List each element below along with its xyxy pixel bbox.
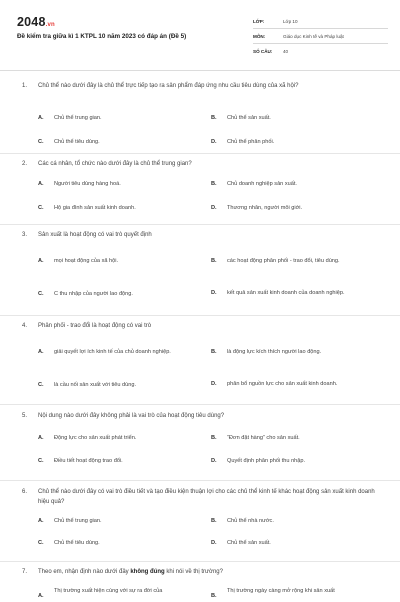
meta-value: Giáo dục Kinh tế và Pháp luật — [283, 33, 344, 39]
option-d[interactable] — [211, 204, 381, 214]
option-text: phân bổ nguồn lực cho sản xuất kinh doanh. — [227, 381, 338, 388]
option-letter: C. — [38, 382, 44, 389]
option-letter: A. — [38, 349, 44, 356]
option-letter: B. — [211, 349, 217, 356]
option-text: Người tiêu dùng hàng hoá. — [54, 181, 121, 187]
exam-title: Đề kiểm tra giữa kì 1 KTPL 10 năm 2023 có đáp án (Đề 5) — [17, 33, 187, 40]
option-a[interactable] — [38, 341, 198, 365]
option-letter: C. — [38, 540, 44, 546]
option-b[interactable] — [211, 114, 381, 124]
option-c[interactable] — [38, 376, 198, 396]
option-text: Chủ thể phân phối. — [227, 139, 275, 145]
option-letter: B. — [211, 593, 217, 599]
option-a[interactable] — [38, 434, 198, 444]
option-letter: C. — [38, 139, 44, 145]
option-letter: A. — [38, 181, 44, 187]
exam-meta-table — [253, 14, 388, 58]
option-c[interactable] — [38, 204, 198, 214]
option-text: Chủ thể sản xuất. — [227, 540, 271, 546]
question-text: Phân phối - trao đổi là hoạt động có vai trò — [38, 323, 152, 329]
divider — [0, 480, 400, 481]
question-text: Nội dung nào dưới đây không phải là vai trò của hoạt động tiêu dùng? — [38, 413, 225, 419]
site-logo[interactable] — [17, 15, 55, 29]
option-d[interactable] — [211, 539, 381, 549]
option-letter: D. — [211, 540, 217, 546]
meta-row-count — [253, 44, 388, 58]
logo-suffix: .vn — [45, 22, 55, 28]
logo-text: 2048 — [17, 15, 46, 29]
question-text-emphasis: không đúng — [130, 569, 165, 575]
option-text: Chủ thể trung gian. — [54, 115, 102, 121]
question-number: 4. — [22, 323, 28, 329]
option-letter: B. — [211, 435, 217, 441]
meta-key: MÔN: — [253, 33, 266, 39]
option-letter: D. — [211, 205, 217, 211]
option-d[interactable] — [211, 373, 371, 397]
option-letter: D. — [211, 458, 217, 464]
option-text: Quyết định phân phối thu nhập. — [227, 458, 306, 464]
question-6 — [0, 486, 400, 561]
question-text-part: khi nói về thị trường? — [164, 569, 223, 575]
option-text: là cầu nối sản xuất với tiêu dùng. — [54, 382, 137, 389]
option-text: kết quả sản xuất kinh doanh của doanh nghiệp. — [227, 290, 345, 297]
option-letter: B. — [211, 518, 217, 524]
divider — [0, 153, 400, 154]
option-text: Chủ thể tiêu dùng. — [54, 540, 100, 546]
option-b[interactable] — [211, 587, 381, 602]
option-a[interactable] — [38, 180, 198, 190]
meta-value: 40 — [283, 48, 289, 54]
option-d[interactable] — [211, 457, 381, 467]
option-letter: A. — [38, 115, 44, 121]
option-letter: C. — [38, 205, 44, 211]
option-b[interactable] — [211, 343, 381, 363]
question-7 — [0, 566, 400, 600]
option-letter: D. — [211, 290, 217, 297]
option-d[interactable] — [211, 138, 381, 148]
question-2 — [0, 158, 400, 223]
meta-key: LỚP: — [253, 18, 265, 24]
option-b[interactable] — [211, 180, 381, 190]
option-b[interactable] — [211, 434, 381, 444]
option-b[interactable] — [211, 250, 371, 274]
question-text: Sản xuất là hoạt động có vai trò quyết định — [38, 232, 152, 238]
question-text: Chủ thể nào dưới đây có vai trò điều tiết và tạo điều kiện thuận lợi cho các chủ thể kinh tế khác hoạt động sản xuất kinh doanh hiệu quả? — [38, 489, 375, 505]
option-letter: C. — [38, 291, 44, 298]
question-number: 1. — [22, 83, 28, 89]
option-letter: A. — [38, 593, 44, 599]
option-text: giải quyết lợi ích kinh tế của chủ doanh nghiệp. — [54, 349, 171, 356]
option-text: mọi hoạt động của xã hội. — [54, 258, 119, 265]
option-text: Chủ thể trung gian. — [54, 518, 102, 524]
option-text: Thương nhân, người môi giới. — [227, 205, 303, 211]
page-header — [0, 0, 400, 71]
meta-row-class — [253, 14, 388, 29]
option-letter: A. — [38, 435, 44, 441]
option-letter: B. — [211, 181, 217, 187]
option-d[interactable] — [211, 282, 371, 306]
option-text: “Đơn đặt hàng” cho sản xuất. — [227, 435, 300, 441]
option-letter: C. — [38, 458, 44, 464]
option-letter: A. — [38, 518, 44, 524]
option-c[interactable] — [38, 539, 198, 549]
meta-value: Lớp 10 — [283, 18, 298, 24]
option-letter: B. — [211, 258, 217, 265]
question-text: Chủ thể nào dưới đây là chủ thể trực tiếp tạo ra sản phẩm đáp ứng nhu cầu tiêu dùng của xã hội? — [38, 83, 299, 89]
option-text: các hoạt động phân phối - trao đổi, tiêu dùng. — [227, 258, 340, 265]
meta-key: SỐ CÂU: — [253, 48, 273, 54]
question-number: 5. — [22, 413, 28, 419]
question-number: 7. — [22, 569, 28, 575]
question-number: 6. — [22, 489, 28, 495]
option-letter: A. — [38, 258, 44, 265]
question-5 — [0, 410, 400, 480]
divider — [0, 224, 400, 225]
question-text-part: Theo em, nhận định nào dưới đây — [38, 569, 131, 575]
option-text: là động lực kích thích người lao động. — [227, 349, 322, 356]
option-c[interactable] — [38, 138, 198, 148]
divider — [0, 315, 400, 316]
option-text: Thị trường xuất hiện cùng với sự ra đời của — [54, 588, 163, 594]
question-1 — [0, 78, 400, 158]
option-text: Chủ doanh nghiệp sản xuất. — [227, 181, 297, 187]
option-b[interactable] — [211, 517, 381, 527]
option-text: C thu nhập của người lao động. — [54, 291, 133, 298]
option-text: Chủ thể tiêu dùng. — [54, 139, 100, 145]
option-letter: B. — [211, 115, 217, 121]
question-text — [38, 567, 383, 577]
question-number: 3. — [22, 232, 28, 238]
option-a[interactable] — [38, 517, 198, 527]
option-a[interactable] — [38, 587, 203, 602]
divider — [0, 561, 400, 562]
option-text: Hộ gia đình sản xuất kinh doanh. — [54, 205, 136, 211]
option-text: Chủ thể nhà nước. — [227, 518, 274, 524]
option-text: Chủ thể sản xuất. — [227, 115, 271, 121]
option-a[interactable] — [38, 252, 198, 272]
option-c[interactable] — [38, 285, 198, 305]
question-text: Các cá nhân, tổ chức nào dưới đây là chủ thể trung gian? — [38, 161, 192, 167]
option-a[interactable] — [38, 114, 198, 124]
option-letter: D. — [211, 381, 217, 388]
option-text: Thị trường ngày càng mở rộng khi sản xuất — [227, 588, 335, 594]
option-text: Động lực cho sản xuất phát triển. — [54, 435, 137, 441]
option-letter: D. — [211, 139, 217, 145]
meta-row-subject — [253, 29, 388, 44]
question-number: 2. — [22, 161, 28, 167]
divider — [0, 404, 400, 405]
question-4 — [0, 320, 400, 405]
option-c[interactable] — [38, 457, 198, 467]
option-text: Điều tiết hoạt động trao đổi. — [54, 458, 123, 464]
question-3 — [0, 229, 400, 314]
